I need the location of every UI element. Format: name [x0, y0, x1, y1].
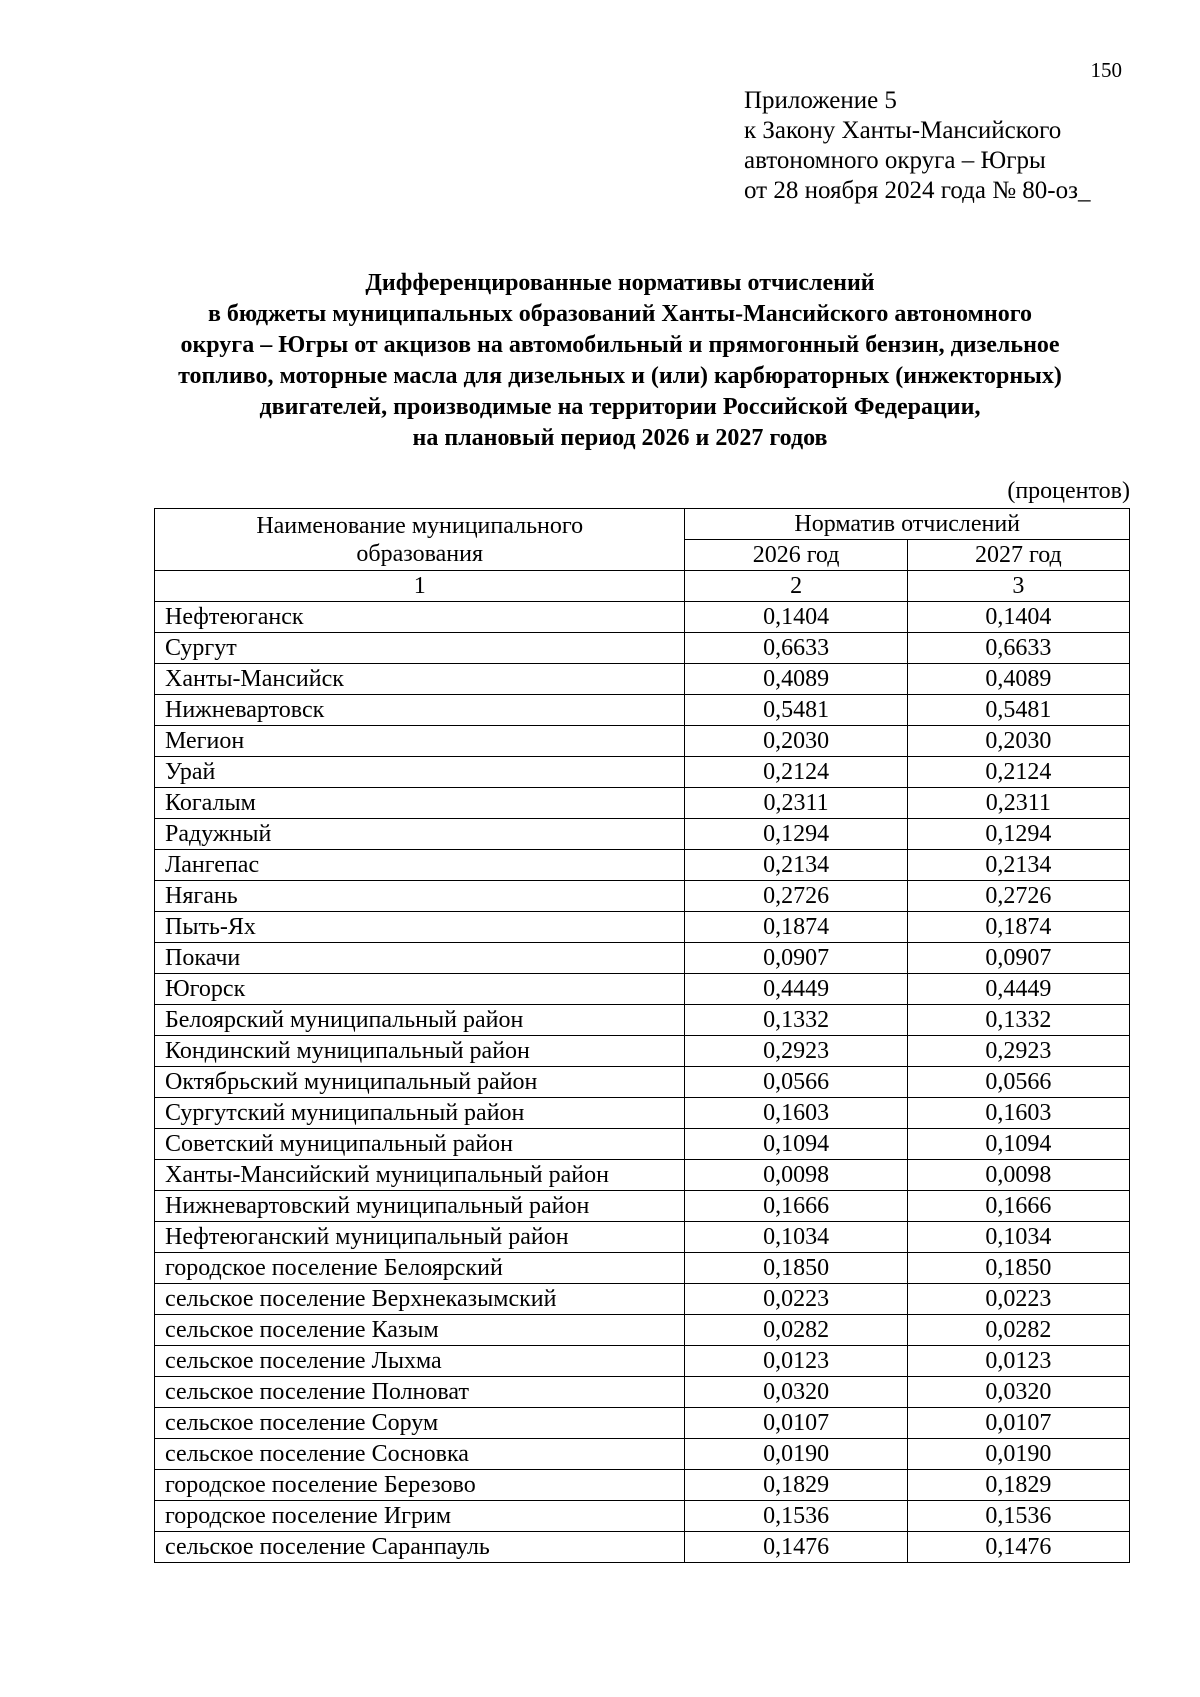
municipality-name-cell: сельское поселение Казым	[155, 1315, 685, 1346]
appendix-line: автономного округа – Югры	[744, 147, 1046, 174]
norm-2026-cell: 0,0907	[685, 943, 907, 974]
norm-2027-cell: 0,5481	[907, 695, 1129, 726]
norm-2027-cell: 0,4449	[907, 974, 1129, 1005]
municipality-name-cell: городское поселение Белоярский	[155, 1253, 685, 1284]
norm-2026-cell: 0,1294	[685, 819, 907, 850]
table-row	[155, 1036, 1130, 1067]
norm-2027-cell: 0,1476	[907, 1532, 1129, 1563]
table-row	[155, 788, 1130, 819]
table-header-row	[155, 509, 1130, 540]
norm-2026-cell: 0,0098	[685, 1160, 907, 1191]
title-line: двигателей, производимые на территории Российской Федерации,	[259, 394, 981, 420]
norm-2026-cell: 0,0320	[685, 1377, 907, 1408]
norm-2027-cell: 0,2726	[907, 881, 1129, 912]
table-row	[155, 1222, 1130, 1253]
norm-2026-cell: 0,1332	[685, 1005, 907, 1036]
norm-2027-cell: 0,2030	[907, 726, 1129, 757]
norm-2026-cell: 0,2124	[685, 757, 907, 788]
table-row	[155, 1160, 1130, 1191]
municipality-name-cell: Нефтеюганский муниципальный район	[155, 1222, 685, 1253]
norm-2026-cell: 0,0566	[685, 1067, 907, 1098]
municipality-name-cell: Когалым	[155, 788, 685, 819]
column-number: 2	[685, 571, 907, 602]
municipality-name-cell: Мегион	[155, 726, 685, 757]
municipality-name-cell: городское поселение Березово	[155, 1470, 685, 1501]
norm-2026-cell: 0,1666	[685, 1191, 907, 1222]
table-row	[155, 1284, 1130, 1315]
norm-2027-cell: 0,0320	[907, 1377, 1129, 1408]
municipality-name-cell: сельское поселение Полноват	[155, 1377, 685, 1408]
column-number: 3	[907, 571, 1129, 602]
municipality-name-cell: Кондинский муниципальный район	[155, 1036, 685, 1067]
document-title	[140, 268, 1100, 454]
norm-2026-cell: 0,1850	[685, 1253, 907, 1284]
table-row	[155, 850, 1130, 881]
municipality-name-cell: Урай	[155, 757, 685, 788]
appendix-line: Приложение 5	[744, 87, 897, 114]
norm-2027-cell: 0,0907	[907, 943, 1129, 974]
table-row	[155, 974, 1130, 1005]
norm-2026-cell: 0,1874	[685, 912, 907, 943]
norm-2027-cell: 0,1294	[907, 819, 1129, 850]
title-line: округа – Югры от акцизов на автомобильный и прямогонный бензин, дизельное	[180, 332, 1060, 358]
title-line: топливо, моторные масла для дизельных и (или) карбюраторных (инжекторных)	[178, 363, 1062, 389]
norm-2026-cell: 0,2030	[685, 726, 907, 757]
norm-2027-cell: 0,1536	[907, 1501, 1129, 1532]
norm-2026-cell: 0,1094	[685, 1129, 907, 1160]
norm-2027-cell: 0,0107	[907, 1408, 1129, 1439]
norm-2026-cell: 0,0107	[685, 1408, 907, 1439]
header-year-2027: 2027 год	[907, 540, 1129, 571]
appendix-block	[744, 86, 1091, 206]
table-row	[155, 1191, 1130, 1222]
norm-2026-cell: 0,1603	[685, 1098, 907, 1129]
header-municipality-line2: образования	[356, 540, 484, 567]
norm-2026-cell: 0,1476	[685, 1532, 907, 1563]
norms-table	[154, 508, 1130, 1563]
table-row	[155, 881, 1130, 912]
norm-2027-cell: 0,2124	[907, 757, 1129, 788]
table-row	[155, 1067, 1130, 1098]
norm-2026-cell: 0,0190	[685, 1439, 907, 1470]
municipality-name-cell: сельское поселение Сосновка	[155, 1439, 685, 1470]
norm-2026-cell: 0,5481	[685, 695, 907, 726]
municipality-name-cell: Белоярский муниципальный район	[155, 1005, 685, 1036]
table-row	[155, 757, 1130, 788]
norm-2027-cell: 0,1850	[907, 1253, 1129, 1284]
municipality-name-cell: Октябрьский муниципальный район	[155, 1067, 685, 1098]
municipality-name-cell: Ханты-Мансийск	[155, 664, 685, 695]
municipality-name-cell: городское поселение Игрим	[155, 1501, 685, 1532]
header-norm: Норматив отчислений	[685, 509, 1130, 540]
norm-2026-cell: 0,1034	[685, 1222, 907, 1253]
norm-2026-cell: 0,4449	[685, 974, 907, 1005]
table-row	[155, 912, 1130, 943]
norm-2027-cell: 0,0566	[907, 1067, 1129, 1098]
table-row	[155, 1377, 1130, 1408]
table-row	[155, 695, 1130, 726]
municipality-name-cell: Покачи	[155, 943, 685, 974]
norm-2026-cell: 0,1829	[685, 1470, 907, 1501]
table-row	[155, 1129, 1130, 1160]
table-row	[155, 1346, 1130, 1377]
appendix-line: от 28 ноября 2024 года № 80-оз_	[744, 177, 1091, 204]
table-row	[155, 602, 1130, 633]
norm-2026-cell: 0,2134	[685, 850, 907, 881]
norm-2027-cell: 0,1666	[907, 1191, 1129, 1222]
norm-2027-cell: 0,1603	[907, 1098, 1129, 1129]
norm-2026-cell: 0,1404	[685, 602, 907, 633]
table-row	[155, 1098, 1130, 1129]
norm-2027-cell: 0,2134	[907, 850, 1129, 881]
norm-2027-cell: 0,1332	[907, 1005, 1129, 1036]
norm-2027-cell: 0,0098	[907, 1160, 1129, 1191]
table-row	[155, 1532, 1130, 1563]
norm-2026-cell: 0,0223	[685, 1284, 907, 1315]
municipality-name-cell: Сургутский муниципальный район	[155, 1098, 685, 1129]
table-row	[155, 943, 1130, 974]
column-number: 1	[155, 571, 685, 602]
norm-2026-cell: 0,6633	[685, 633, 907, 664]
units-label: (процентов)	[1007, 478, 1130, 504]
norm-2027-cell: 0,2311	[907, 788, 1129, 819]
table-row	[155, 1501, 1130, 1532]
table-body	[155, 602, 1130, 1563]
norm-2027-cell: 0,1874	[907, 912, 1129, 943]
header-municipality	[155, 509, 685, 571]
table-row	[155, 1439, 1130, 1470]
norm-2027-cell: 0,1404	[907, 602, 1129, 633]
norm-2026-cell: 0,2726	[685, 881, 907, 912]
norm-2027-cell: 0,0190	[907, 1439, 1129, 1470]
norm-2026-cell: 0,0123	[685, 1346, 907, 1377]
table-row	[155, 664, 1130, 695]
norm-2027-cell: 0,0123	[907, 1346, 1129, 1377]
page-number: 150	[1090, 58, 1122, 82]
norm-2027-cell: 0,1094	[907, 1129, 1129, 1160]
norm-2027-cell: 0,0223	[907, 1284, 1129, 1315]
header-year-2026: 2026 год	[685, 540, 907, 571]
municipality-name-cell: сельское поселение Сорум	[155, 1408, 685, 1439]
header-municipality-line1: Наименование муниципального	[256, 512, 584, 539]
norm-2027-cell: 0,1034	[907, 1222, 1129, 1253]
column-number-row	[155, 571, 1130, 602]
norm-2027-cell: 0,6633	[907, 633, 1129, 664]
municipality-name-cell: Советский муниципальный район	[155, 1129, 685, 1160]
table-row	[155, 1315, 1130, 1346]
municipality-name-cell: сельское поселение Лыхма	[155, 1346, 685, 1377]
norm-2026-cell: 0,0282	[685, 1315, 907, 1346]
norm-2027-cell: 0,1829	[907, 1470, 1129, 1501]
norm-2026-cell: 0,2923	[685, 1036, 907, 1067]
municipality-name-cell: Ханты-Мансийский муниципальный район	[155, 1160, 685, 1191]
norm-2027-cell: 0,2923	[907, 1036, 1129, 1067]
municipality-name-cell: Югорск	[155, 974, 685, 1005]
municipality-name-cell: Нижневартовский муниципальный район	[155, 1191, 685, 1222]
title-line: на плановый период 2026 и 2027 годов	[412, 425, 828, 451]
norm-2026-cell: 0,2311	[685, 788, 907, 819]
table-row	[155, 726, 1130, 757]
appendix-line: к Закону Ханты-Мансийского	[744, 117, 1062, 144]
municipality-name-cell: сельское поселение Верхнеказымский	[155, 1284, 685, 1315]
municipality-name-cell: Нягань	[155, 881, 685, 912]
norm-2026-cell: 0,1536	[685, 1501, 907, 1532]
municipality-name-cell: Пыть-Ях	[155, 912, 685, 943]
municipality-name-cell: Сургут	[155, 633, 685, 664]
norm-2027-cell: 0,4089	[907, 664, 1129, 695]
title-line: Дифференцированные нормативы отчислений	[365, 270, 875, 296]
table-row	[155, 1005, 1130, 1036]
municipality-name-cell: Лангепас	[155, 850, 685, 881]
municipality-name-cell: Нижневартовск	[155, 695, 685, 726]
table-row	[155, 1253, 1130, 1284]
table-row	[155, 1470, 1130, 1501]
norm-2026-cell: 0,4089	[685, 664, 907, 695]
municipality-name-cell: Нефтеюганск	[155, 602, 685, 633]
title-line: в бюджеты муниципальных образований Ханты-Мансийского автономного	[207, 301, 1033, 327]
table-row	[155, 633, 1130, 664]
norm-2027-cell: 0,0282	[907, 1315, 1129, 1346]
table-row	[155, 1408, 1130, 1439]
table-row	[155, 819, 1130, 850]
municipality-name-cell: Радужный	[155, 819, 685, 850]
municipality-name-cell: сельское поселение Саранпауль	[155, 1532, 685, 1563]
